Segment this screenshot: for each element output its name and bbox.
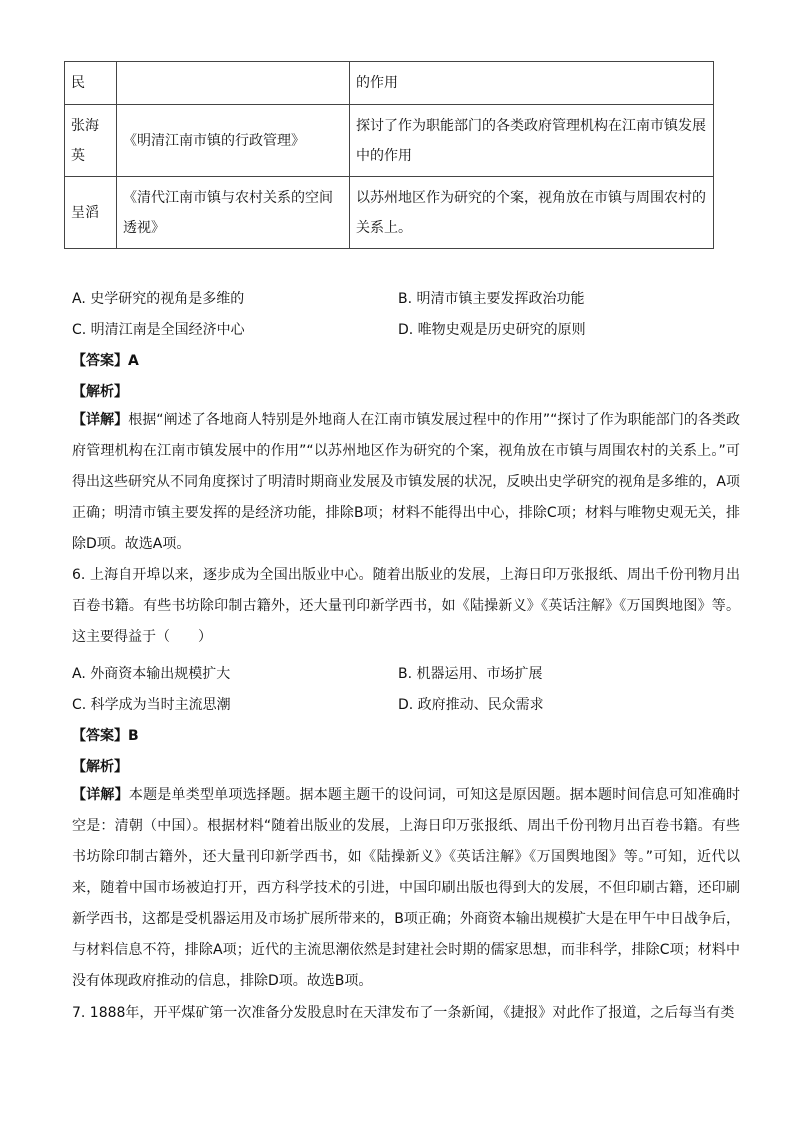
q6-option-row-1: [72, 663, 740, 685]
q5-option-d: D. 唯物史观是历史研究的原则: [398, 322, 586, 338]
q6-stem: 6. 上海自开埠以来，逐步成为全国出版业中心。随着出版业的发展，上海日印万张报纸、周出千份刊物月出百卷书籍。有些书坊除印制古籍外，还大量刊印新学西书，如《陆操新义》《英话注解》《万国舆地图》等。这主要得益于（ ）: [72, 567, 740, 645]
q6-detail-text: 本题是单类型单项选择题。据本题主题干的设问词，可知这是原因题。据本题时间信息可知准确时空是：清朝（中国）。根据材料“随着出版业的发展，上海日印万张报纸、周出千份刊物月出百卷书籍。有些书坊除印制古籍外，还大量刊印新学西书，如《陆操新义》《英话注解》《万国舆地图》等。”可知，近代以来，随着中国市场被迫打开，西方科学技术的引进，中国印刷出版也得到大的发展，不但印刷古籍，还印刷新学西书，这都是受机器运用及市场扩展所带来的，B项正确；外商资本输出规模扩大是在甲午中日战争后，与材料信息不符，排除A项；近代的主流思潮依然是封建社会时期的儒家思想，而非科学，排除C项；材料中没有体现政府推动的信息，排除D项。故选B项。: [72, 787, 741, 989]
q5-option-row-1: [72, 288, 740, 310]
q5-answer: 【答案】A: [72, 353, 139, 369]
q5-option-a: A. 史学研究的视角是多维的: [72, 291, 245, 307]
title-cell: 《明清江南市镇的行政管理》: [117, 105, 350, 177]
q7-stem: 7. 1888年，开平煤矿第一次准备分发股息时在天津发布了一条新闻，《捷报》对此作了报道，之后每当有类: [72, 1005, 735, 1021]
q6-option-a: A. 外商资本输出规模扩大: [72, 666, 231, 682]
q6-option-b: B. 机器运用、市场扩展: [398, 666, 543, 682]
q6-detail: [72, 780, 740, 997]
research-table: [64, 61, 714, 249]
author-cell: 呈滔: [65, 177, 117, 249]
q5-option-row-2: [72, 319, 740, 341]
table-row: [65, 177, 714, 249]
q6-option-row-2: [72, 694, 740, 716]
q5-option-c: C. 明清江南是全国经济中心: [72, 322, 245, 338]
q5-detail-text: 根据“阐述了各地商人特别是外地商人在江南市镇发展过程中的作用”“探讨了作为职能部门的各类政府管理机构在江南市镇发展中的作用”“以苏州地区作为研究的个案，视角放在市镇与周围农村的关系上。”可得出这些研究从不同角度探讨了明清时期商业发展及市镇发展的状况，反映出史学研究的视角是多维的，A项正确；明清市镇主要发挥的是经济功能，排除B项；材料不能得出中心，排除C项；材料与唯物史观无关，排除D项。故选A项。: [72, 412, 741, 552]
q6-option-d: D. 政府推动、民众需求: [398, 697, 544, 713]
q5-option-b: B. 明清市镇主要发挥政治功能: [398, 291, 585, 307]
q6-detail-tag: 【详解】: [72, 787, 129, 803]
title-cell: 《清代江南市镇与农村关系的空间透视》: [117, 177, 350, 249]
content-cell: 的作用: [350, 62, 714, 105]
content-cell: 探讨了作为职能部门的各类政府管理机构在江南市镇发展中的作用: [350, 105, 714, 177]
content-cell: 以苏州地区作为研究的个案，视角放在市镇与周围农村的关系上。: [350, 177, 714, 249]
author-cell: 张海英: [65, 105, 117, 177]
q6-answer: 【答案】B: [72, 728, 139, 744]
q6-option-c: C. 科学成为当时主流思潮: [72, 697, 231, 713]
q5-detail-tag: 【详解】: [72, 412, 129, 428]
title-cell: [117, 62, 350, 105]
q5-detail: [72, 405, 740, 560]
table-row: [65, 62, 714, 105]
table-row: [65, 105, 714, 177]
q5-analysis-label: 【解析】: [72, 384, 128, 400]
author-cell: 民: [65, 62, 117, 105]
q6-analysis-label: 【解析】: [72, 759, 128, 775]
